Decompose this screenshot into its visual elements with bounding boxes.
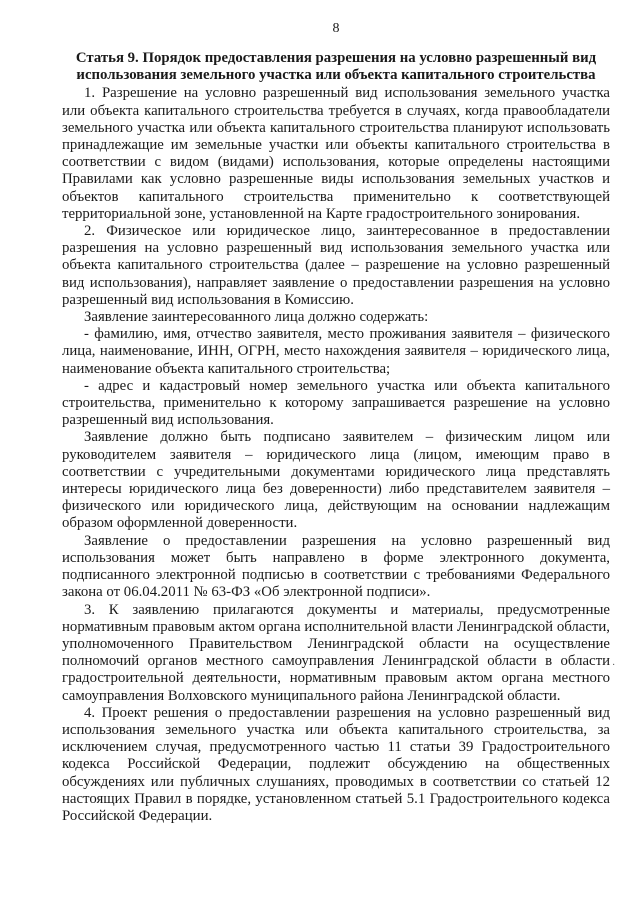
page-number: 8 [332, 21, 340, 36]
article-title-line-2: использования земельного участка или объекта капитального строительства [76, 67, 596, 84]
paragraph-3: 3. К заявлению прилагаются документы и материалы, предусмотренные нормативным правовым актом органа исполнительной власти Ленинградской области, уполномоченного Правительством Ленинградской области на осуществление полномочий органов местного самоуправления Ленинградской области в области градостроительной деятельности, нормативным правовым актом органа местного самоуправления Волховского муниципального района Ленинградской области. [62, 601, 610, 704]
paragraph-application-item-2: - адрес и кадастровый номер земельного участка или объекта капитального строительства, применительно к которому запрашивается разрешение на условно разрешенный вид использования. [62, 377, 610, 429]
scan-speck: · [612, 660, 616, 671]
document-page [62, 20, 610, 825]
paragraph-4: 4. Проект решения о предоставлении разрешения на условно разрешенный вид использования земельного участка или объекта капитального строительства, за исключением случая, предусмотренного частью 11 статьи 39 Градостроительного кодекса Российской Федерации, подлежит обсуждению на общественных обсуждениях или публичных слушаниях, проводимых в соответствии со статьей 12 настоящих Правил в порядке, установленном статьей 5.1 Градостроительного кодекса Российской Федерации. [62, 704, 610, 824]
article-title-line-1: Статья 9. Порядок предоставления разрешения на условно разрешенный вид [75, 50, 597, 66]
article-title [62, 50, 610, 84]
paragraph-application-item-1: - фамилию, имя, отчество заявителя, место проживания заявителя – физического лица, наименование, ИНН, ОГРН, место нахождения заявителя – юридического лица, наименование объекта капитального строительства; [62, 326, 610, 377]
paragraph-1: 1. Разрешение на условно разрешенный вид использования земельного участка или объекта капитального строительства требуется в случаях, когда правообладатели земельного участка или объекта капитального строительства планируют использовать принадлежащие им земельные участки или объекты капитального строительства в соответствии с видом (видами) использования, которые определены настоящими Правилами как условно разрешенные виды использования земельных участков и объектов капитального строительства применительно к соответствующей территориальной зоне, установленной на Карте градостроительного зонирования. [62, 85, 610, 222]
paragraph-electronic: Заявление о предоставлении разрешения на условно разрешенный вид использования может быть направлено в форме электронного документа, подписанного электронной подписью в соответствии с требованиями Федерального закона от 06.04.2011 № 63-ФЗ «Об электронной подписи». [62, 532, 610, 601]
paragraph-application-intro: Заявление заинтересованного лица должно содержать: [84, 309, 429, 326]
paragraph-2: 2. Физическое или юридическое лицо, заинтересованное в предоставлении разрешения на условно разрешенный вид использования земельного участка или объекта капитального строительства (далее – разрешение на условно разрешенный вид использования), направляет заявление о предоставлении разрешения на условно разрешенный вид использования в Комиссию. [62, 223, 610, 308]
paragraph-signature: Заявление должно быть подписано заявителем – физическим лицом или руководителем заявителя – юридического лица (лицом, имеющим право в соответствии с учредительными документами юридического лица представлять интересы юридического лица без доверенности) либо представителем заявителя – физического или юридического лица, действующим на основании надлежащим образом оформленной доверенности. [62, 429, 610, 532]
